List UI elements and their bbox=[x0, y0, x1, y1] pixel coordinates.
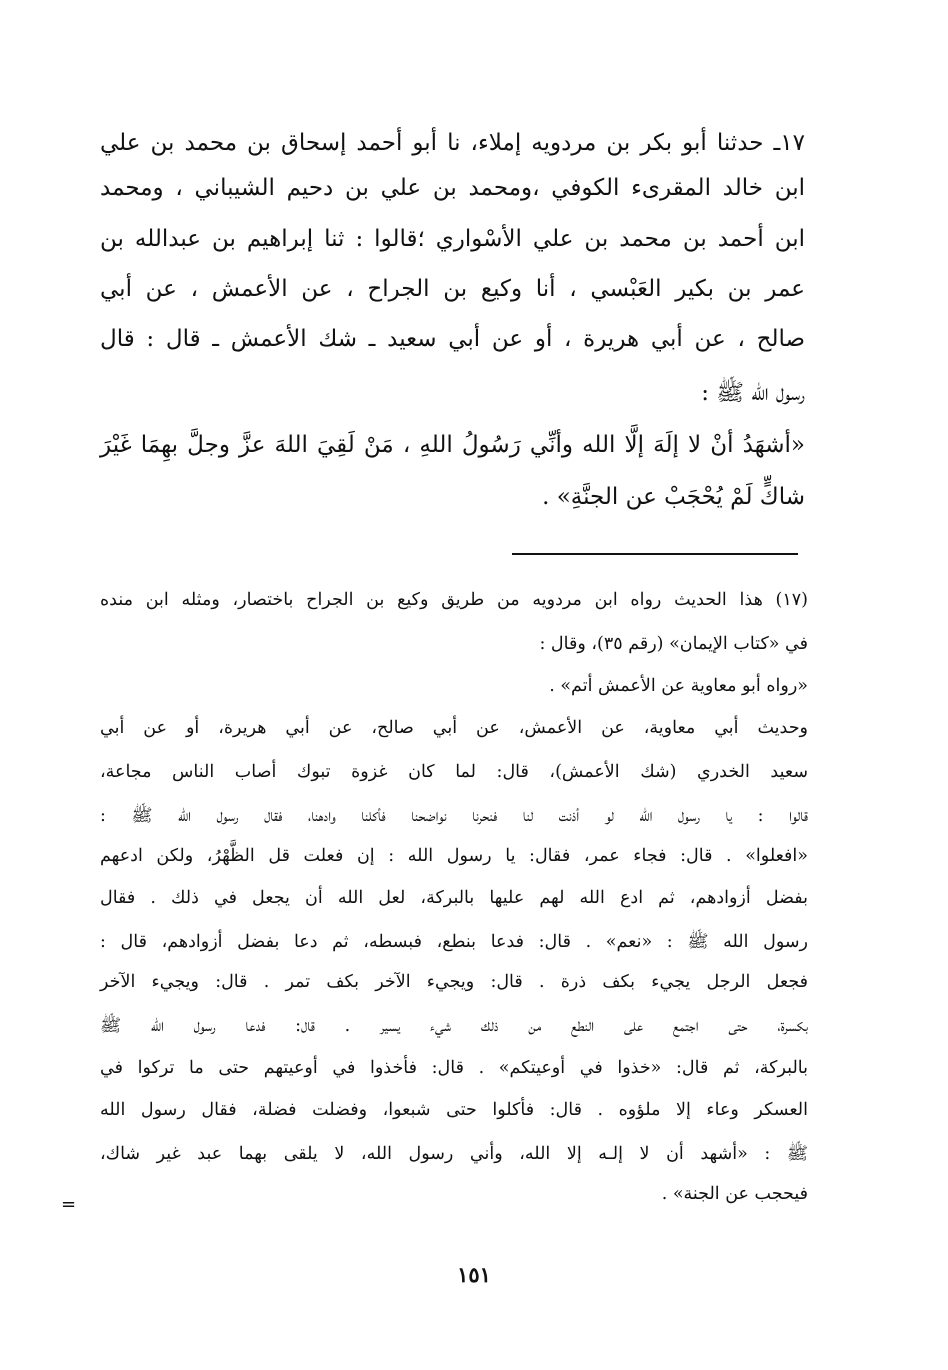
footnote-line: ﷺ : «أشهد أن لا إلـه إلا الله، وأني رسول الله، لا يلقى بهما عبد غير شاك، bbox=[100, 1144, 808, 1164]
footnote-line: (١٧) هذا الحديث رواه ابن مردويه من طريق وكيع بن الجراح باختصار، ومثله ابن منده bbox=[100, 590, 808, 610]
footnote-separator bbox=[512, 553, 798, 555]
footnote-line: بفضل أزوادهم، ثم ادع الله لهم عليها بالبركة، لعل الله أن يجعل في ذلك . فقال bbox=[100, 888, 808, 908]
hadith-line: ١٧ـ حدثنا أبو بكر بن مردويه إملاء، نا أبو أحمد إسحاق بن محمد بن علي bbox=[100, 130, 805, 156]
footnote-line: رسول الله ﷺ : «نعم» . قال: فدعا بنطع، فبسطه، ثم دعا بفضل أزوادهم، قال : bbox=[100, 932, 808, 952]
hadith-matn-line: شاكٍّ لَمْ يُحْجَبْ عن الجنَّةِ» . bbox=[542, 484, 805, 510]
hadith-line: صالح ، عن أبي هريرة ، أو عن أبي سعيد ـ شك الأعمش ـ قال : قال bbox=[100, 326, 805, 352]
hadith-line: ابن خالد المقرىء الكوفي ،ومحمد بن علي بن دحيم الشيباني ، ومحمد bbox=[100, 175, 805, 201]
footnote-line: «رواه أبو معاوية عن الأعمش أتم» . bbox=[549, 676, 808, 696]
footnote-line: بكسرة، حتى اجتمع على النطع من ذلك شيء يسير . قال: فدعا رسول الله ﷺ bbox=[100, 1016, 808, 1036]
footnote-line: وحديث أبي معاوية، عن الأعمش، عن أبي صالح، عن أبي هريرة، أو عن أبي bbox=[100, 718, 808, 738]
hadith-line: ابن أحمد بن محمد بن علي الأسْواري ؛قالوا : ثنا إبراهيم بن عبدالله بن bbox=[100, 226, 805, 252]
margin-mark: = bbox=[61, 1194, 77, 1215]
footnote-line: العسكر وعاء إلا ملؤوه . قال: فأكلوا حتى شبعوا، وفضلت فضلة، فقال رسول الله bbox=[100, 1100, 808, 1120]
footnote-line: في «كتاب الإيمان» (رقم ٣٥)، وقال : bbox=[539, 634, 808, 654]
footnote-line: سعيد الخدري (شك الأعمش)، قال: لما كان غزوة تبوك أصاب الناس مجاعة، bbox=[100, 762, 808, 782]
hadith-line: عمر بن بكير العَبْسي ، أنا وكيع بن الجراح ، عن الأعمش ، عن أبي bbox=[100, 276, 805, 302]
footnote-line: فيحجب عن الجنة» . bbox=[661, 1184, 808, 1204]
footnote-line: «افعلوا» . قال: فجاء عمر، فقال: يا رسول الله : إن فعلت قل الظَّهْرُ، ولكن ادعهم bbox=[100, 846, 808, 866]
footnote-line: فجعل الرجل يجيء بكف ذرة . قال: ويجيء الآخر بكف تمر . قال: ويجيء الآخر bbox=[100, 972, 808, 992]
page-number: ١٥١ bbox=[457, 1262, 491, 1287]
footnote-line: قالوا : يا رسول الله لو أذنت لنا فنحرنا نواضحنا فأكلنا وادهنا، فقال رسول الله ﷺ : bbox=[100, 806, 808, 826]
hadith-line: رسول الله ﷺ : bbox=[701, 380, 805, 406]
hadith-matn-line: «أشهَدُ أنْ لا إلَهَ إلَّا الله وأنِّي رَسُولُ اللهِ ، مَنْ لَقِيَ اللهَ عزَّ وجلَّ بهِمَا غَيْرَ bbox=[100, 432, 805, 458]
footnote-line: بالبركة، ثم قال: «خذوا في أوعيتكم» . قال: فأخذوا في أوعيتهم حتى ما تركوا في bbox=[100, 1058, 808, 1078]
